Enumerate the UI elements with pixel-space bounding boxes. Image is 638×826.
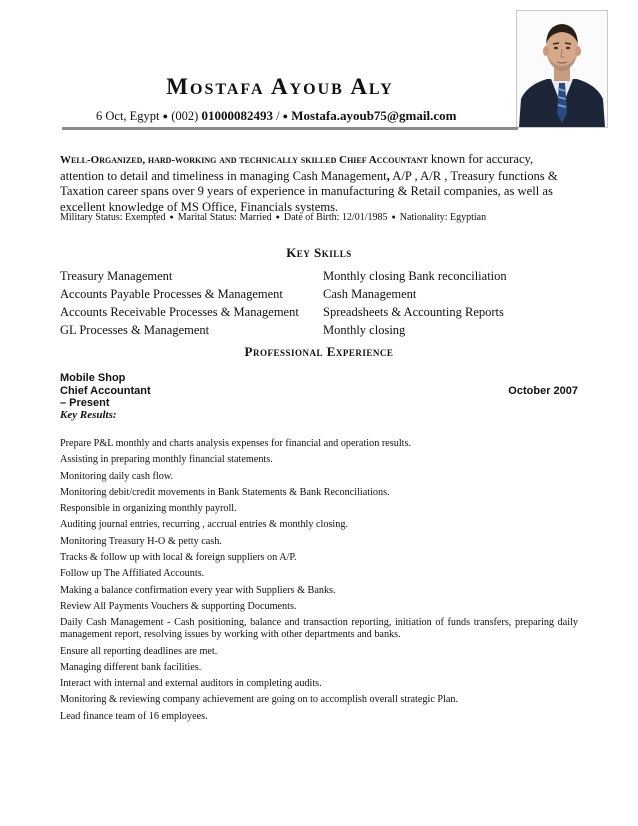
list-item: Monitoring Treasury H-O & petty cash. bbox=[60, 535, 222, 547]
header-divider bbox=[62, 127, 518, 130]
key-skills-title: Key Skills bbox=[286, 245, 352, 260]
skill-item: Spreadsheets & Accounting Reports bbox=[323, 305, 504, 319]
list-item: Lead finance team of 16 employees. bbox=[60, 710, 208, 722]
professional-summary bbox=[60, 152, 580, 215]
list-item: Follow up The Affiliated Accounts. bbox=[60, 568, 205, 580]
list-item: Prepare P&L monthly and charts analysis expenses for financial and operation results. bbox=[60, 438, 411, 449]
summary-text-1: known for accuracy, attention to detail and timeliness in managing Cash Management bbox=[60, 152, 534, 183]
email-link[interactable]: Mostafa.ayoub75@gmail.com bbox=[291, 108, 457, 123]
nationality: Nationality: Egyptian bbox=[399, 212, 487, 223]
list-item: Managing different bank facilities. bbox=[60, 661, 202, 673]
list-item: Auditing journal entries, recurring , accrual entries & monthly closing. bbox=[60, 519, 349, 531]
list-item: Monitoring daily cash flow. bbox=[60, 470, 174, 482]
list-item: Tracks & follow up with local & foreign suppliers on A/P. bbox=[60, 552, 297, 564]
summary-text-2: A/P , A/R , Treasury functions & Taxation career spans over 9 years of experience in manufacturing & Retail companies, as well as excellent knowledge of MS Office, Financials systems. bbox=[60, 168, 558, 214]
experience-title: Professional Experience bbox=[244, 344, 394, 359]
key-results-list bbox=[60, 438, 578, 727]
company-name: Mobile Shop bbox=[60, 372, 126, 384]
job-title: Chief Accountant bbox=[60, 385, 151, 397]
candidate-name: Mostafa Ayoub Aly bbox=[166, 74, 394, 99]
list-item: Daily Cash Management - Cash positioning, balance and transaction reporting, initiation of funds transfers, preparing daily management report, resolving issues by working with other departments and banks. bbox=[60, 617, 578, 641]
bullet-dot-icon: ● bbox=[275, 213, 280, 221]
separator-slash: / bbox=[276, 109, 280, 123]
bullet-dot-icon: ● bbox=[169, 213, 174, 221]
skill-item: Accounts Payable Processes & Management bbox=[60, 287, 283, 301]
summary-comma: , bbox=[386, 168, 390, 183]
skill-item: Monthly closing Bank reconciliation bbox=[323, 269, 507, 283]
summary-lead: Well-Organized, hard-working and technically skilled Chief Accountant bbox=[60, 154, 428, 166]
personal-details bbox=[60, 212, 486, 223]
military-status: Military Status: Exempted bbox=[60, 212, 166, 223]
skill-item: Treasury Management bbox=[60, 269, 173, 283]
marital-status: Marital Status: Married bbox=[177, 212, 272, 223]
skill-item: Accounts Receivable Processes & Management bbox=[60, 305, 299, 319]
list-item: Assisting in preparing monthly financial statements. bbox=[60, 454, 273, 466]
bullet-dot-icon: ● bbox=[282, 111, 289, 121]
list-item: Monitoring debit/credit movements in Bank Statements & Bank Reconciliations. bbox=[60, 486, 390, 498]
key-results-label: Key Results: bbox=[60, 409, 117, 421]
contact-line bbox=[96, 108, 456, 124]
job-start-date: October 2007 bbox=[508, 385, 578, 397]
bullet-dot-icon: ● bbox=[162, 111, 169, 121]
bullet-dot-icon: ● bbox=[391, 213, 396, 221]
phone-number[interactable]: 01000082493 bbox=[201, 108, 273, 123]
list-item: Monitoring & reviewing company achievement are going on to accomplish overall strategic Plan. bbox=[60, 694, 459, 706]
skill-item: GL Processes & Management bbox=[60, 323, 210, 337]
list-item: Making a balance confirmation every year with Suppliers & Banks. bbox=[60, 584, 336, 596]
list-item: Responsible in organizing monthly payroll. bbox=[60, 503, 237, 515]
skill-item: Monthly closing bbox=[323, 323, 406, 337]
phone-prefix: (002) bbox=[171, 109, 199, 123]
profile-photo bbox=[516, 10, 608, 128]
list-item: Ensure all reporting deadlines are met. bbox=[60, 645, 218, 657]
location: 6 Oct, Egypt bbox=[96, 109, 160, 123]
job-end-date: – Present bbox=[60, 397, 110, 409]
date-of-birth: Date of Birth: 12/01/1985 bbox=[283, 212, 388, 223]
list-item: Interact with internal and external auditors in completing audits. bbox=[60, 678, 322, 690]
list-item: Review All Payments Vouchers & supporting Documents. bbox=[60, 600, 297, 612]
profile-photo-image bbox=[517, 11, 607, 127]
skill-item: Cash Management bbox=[323, 287, 417, 301]
